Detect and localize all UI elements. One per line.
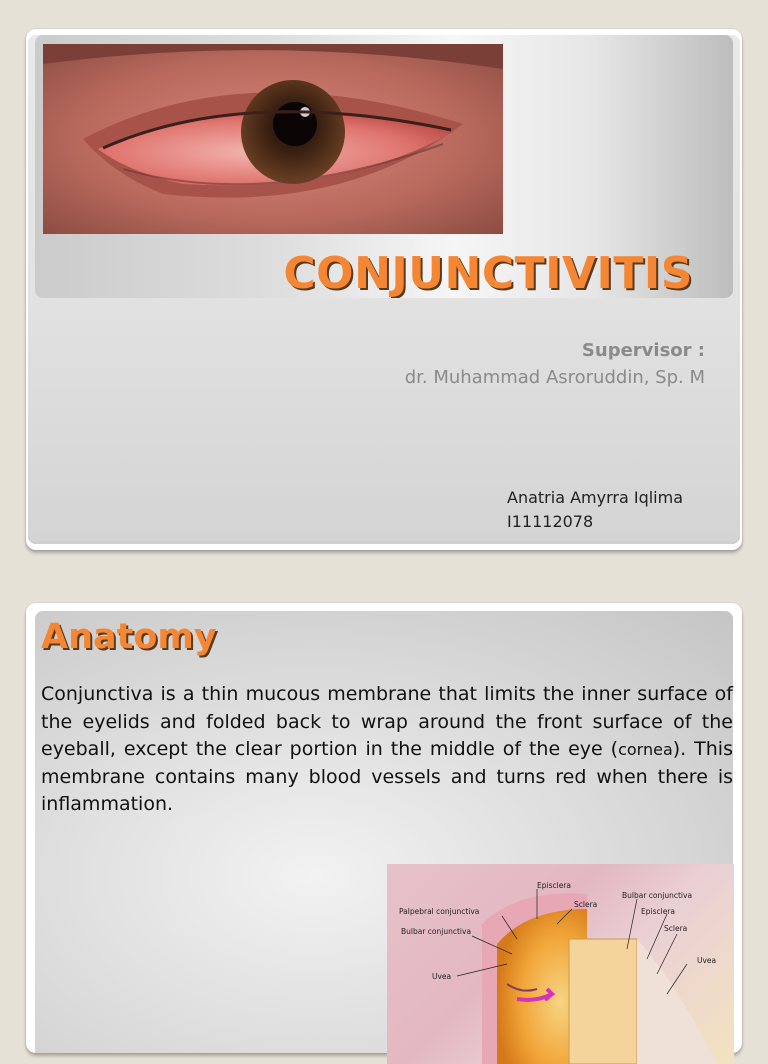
author-id: I11112078: [507, 512, 594, 531]
section-title: Anatomy: [41, 617, 217, 657]
body-text-part: Conjunctiva is a thin mucous membrane that limits the inner surface of the eyelids and folded back to wrap around the front surface of the eyeball, except the clear portion in the middle of the eye (: [41, 683, 733, 760]
red-eye-photo: [43, 44, 503, 234]
title-band: [35, 35, 733, 298]
presentation-title: CONJUNCTIVITIS: [283, 248, 693, 298]
anatomy-slide: [26, 603, 742, 1053]
body-text-part: ). This membrane contains many blood vessels and turns red when there is inflammation.: [41, 738, 733, 815]
title-slide: [26, 29, 742, 550]
cornea-term: cornea: [618, 740, 673, 759]
body-paragraph: [41, 681, 733, 819]
label-uvea-left: Uvea: [432, 972, 452, 981]
supervisor-name: dr. Muhammad Asroruddin, Sp. M: [404, 367, 705, 388]
label-bulbar-conjunctiva-right: Bulbar conjunctiva: [622, 891, 693, 900]
label-episclera-right: Episclera: [641, 907, 675, 916]
label-sclera-right: Sclera: [664, 924, 688, 933]
label-bulbar-conjunctiva-left: Bulbar conjunctiva: [401, 927, 472, 936]
supervisor-label: Supervisor :: [581, 340, 705, 361]
conjunctiva-anatomy-diagram: [387, 864, 734, 1064]
label-episclera: Episclera: [537, 881, 571, 890]
author-name: Anatria Amyrra Iqlima: [507, 488, 683, 507]
label-uvea-right: Uvea: [697, 956, 717, 965]
label-sclera: Sclera: [574, 900, 598, 909]
label-palpebral-conjunctiva: Palpebral conjunctiva: [399, 907, 480, 916]
